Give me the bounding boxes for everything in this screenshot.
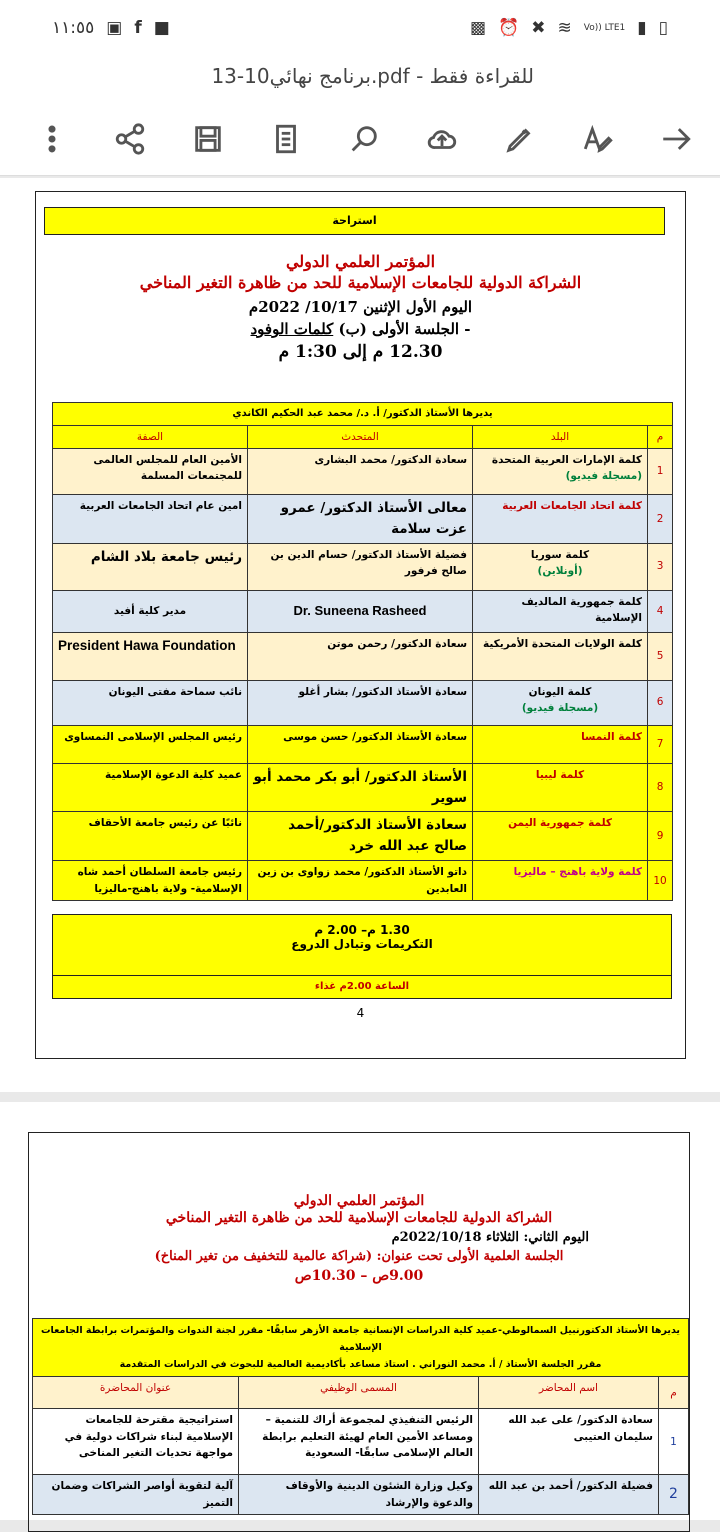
table-row [53, 632, 673, 680]
status-left [52, 18, 170, 38]
row-title: وكيل وزارة الشئون الدينية والأوقاف والدعوة والإرشاد [239, 1475, 479, 1515]
row-title: رئيس المجلس الإسلامى النمساوى [53, 725, 248, 763]
toolbar [0, 102, 720, 176]
session-line: الجلسة العلمية الأولى تحت عنوان: (شراكة عالمية للتخفيف من تغير المناخ) [154, 1249, 564, 1264]
lunch-label: الساعة 2.00م غذاء [53, 975, 671, 998]
rapporteur: مقرر الجلسة الأستاذ / أ. محمد النوراني . استاذ مساعد بأكاديمية العالمية للبحوث في الدراسات المتقدمة [119, 1359, 602, 1371]
moderator-row [33, 1319, 689, 1377]
delegates-table [52, 402, 673, 901]
country-text: كلمة سوريا [530, 548, 590, 561]
time-line: 9.00ص – 10.30ص [294, 1268, 424, 1284]
header-title: المسمى الوظيفي [239, 1377, 479, 1409]
row-country [473, 861, 648, 901]
pdf-page-2 [0, 1102, 720, 1520]
save-button[interactable] [186, 117, 230, 161]
edit-pencil-button[interactable] [498, 117, 542, 161]
session-line [36, 320, 685, 338]
row-speaker: فضيلة الدكتور/ أحمد بن عبد الله [479, 1475, 659, 1515]
more-options-button[interactable] [30, 117, 74, 161]
row-title: عميد كلية الدعوة الإسلامية [53, 763, 248, 812]
row-speaker: فضيلة الأستاذ الدكتور/ حسام الدين بن صالح فرفور [248, 543, 473, 590]
row-topic: آلية لتقوية أواصر الشراكات وضمان التميز [33, 1475, 239, 1515]
table-header [53, 425, 673, 448]
country-text: كلمة ليبيا [535, 768, 585, 781]
row-speaker: داتو الأستاذ الدكتور/ محمد زواوى بن زين العابدين [248, 861, 473, 901]
signal-icon: ▮ [637, 18, 647, 38]
moderator: يديرها الأستاذ الدكتور/ أ. د./ محمد عبد الحكيم الكاندي [53, 403, 673, 426]
row-num: 4 [648, 590, 673, 632]
country-text: كلمة ولاية باهنج – ماليزيا [513, 866, 643, 879]
network-label: Vo)) LTE1 [583, 23, 626, 33]
row-title: امين عام اتحاد الجامعات العربية [53, 494, 248, 543]
save-icon: ▩ [470, 18, 487, 38]
table-row [53, 543, 673, 590]
header-num: م [659, 1377, 689, 1409]
row-num: 5 [648, 632, 673, 680]
row-num: 2 [659, 1475, 689, 1515]
conference-title: المؤتمر العلمي الدولي [293, 1193, 425, 1209]
row-num: 2 [648, 494, 673, 543]
row-speaker: الأستاذ الدكتور/ أبو بكر محمد أبو سوير [248, 763, 473, 812]
lectures-table [32, 1318, 689, 1515]
page-view-button[interactable] [264, 117, 308, 161]
page1-heading [36, 252, 685, 362]
table-row [53, 725, 673, 763]
page-frame [35, 191, 686, 1059]
header-topic: عنوان المحاضرة [33, 1377, 239, 1409]
break-label: التكريمات وتبادل الدروع [291, 937, 433, 951]
moderator-cell [33, 1319, 689, 1377]
row-title: نائب سماحة مفتى اليونان [53, 680, 248, 725]
table-row [33, 1475, 689, 1515]
document-title: برنامج نهائي10-13.pdf - للقراءة فقط [0, 56, 720, 102]
break-time: 1.30 م– 2.00 م [314, 923, 410, 937]
header-num: م [648, 425, 673, 448]
table-row [53, 494, 673, 543]
row-speaker: سعادة الأستاذ الدكتور/أحمد صالح عبد الله خرد [248, 812, 473, 861]
page-number: 4 [356, 1006, 365, 1020]
conference-title: المؤتمر العلمي الدولي [285, 252, 436, 271]
country-note: (مسجلة فيديو) [521, 701, 599, 714]
break-box [52, 914, 672, 999]
row-country [473, 543, 648, 590]
row-num: 3 [648, 543, 673, 590]
table-row [53, 590, 673, 632]
row-speaker: سعادة الأستاذ الدكتور/ بشار أغلو [248, 680, 473, 725]
row-title: رئيس جامعة بلاد الشام [53, 543, 248, 590]
next-arrow-button[interactable] [654, 117, 698, 161]
row-num: 10 [648, 861, 673, 901]
table-header [33, 1377, 689, 1409]
share-button[interactable] [108, 117, 152, 161]
row-speaker: سعادة الدكتور/ محمد البشارى [248, 448, 473, 494]
row-country [473, 725, 648, 763]
header-title: الصفة [53, 425, 248, 448]
row-speaker: معالى الأستاذ الدكتور/ عمرو عزت سلامة [248, 494, 473, 543]
row-title: President Hawa Foundation [53, 632, 248, 680]
alarm-icon: ⏰ [498, 18, 520, 38]
row-speaker: سعادة الأستاذ الدكتور/ حسن موسى [248, 725, 473, 763]
table-row [53, 861, 673, 901]
day-line: اليوم الأول الإثنين 10/17/ 2022م [248, 298, 473, 316]
country-note: (مسجلة فيديو) [565, 470, 643, 483]
row-speaker: سعادة الدكتور/ رحمن موتن [248, 632, 473, 680]
status-right [470, 18, 668, 38]
status-bar [0, 0, 720, 56]
conference-subtitle: الشراكة الدولية للجامعات الإسلامية للحد من ظاهرة التغير المناخي [139, 273, 582, 292]
text-edit-button[interactable] [576, 117, 620, 161]
table-row [33, 1409, 689, 1475]
moderator-row [53, 403, 673, 426]
row-country: كلمة الولايات المتحدة الأمريكية [473, 632, 648, 680]
moderator: يديرها الأستاذ الدكتورنبيل السمالوطي-عميد كلية الدراسات الإنسانية جامعة الأزهر سابقًا- مقرر لجنة الندوات والمؤتمرات برابطة الجامعات الإسلامية [41, 1325, 680, 1354]
row-num: 1 [648, 448, 673, 494]
time-line: 12.30 م إلى 1:30 م [278, 342, 443, 362]
header-speaker: اسم المحاضر [479, 1377, 659, 1409]
pdf-page-1 [0, 178, 720, 1092]
table-row [53, 680, 673, 725]
cloud-upload-button[interactable] [420, 117, 464, 161]
rest-box: استراحة [44, 207, 665, 235]
table-row [53, 448, 673, 494]
row-title: رئيس جامعة السلطان أحمد شاه الإسلامية- ولاية باهنج-ماليزيا [53, 861, 248, 901]
session-prefix: - الجلسة الأولى (ب) [333, 320, 471, 338]
row-title: نائبًا عن رئيس جامعة الأحقاف [53, 812, 248, 861]
search-button[interactable] [342, 117, 386, 161]
country-text: كلمة اليونان [528, 685, 592, 698]
row-country [473, 763, 648, 812]
page2-heading [29, 1193, 689, 1284]
row-country: كلمة جمهورية المالديف الإسلامية [473, 590, 648, 632]
row-title: الرئيس التنفيذي لمجموعة أراك للتنمية – ومساعد الأمين العام لهيئة التعليم برابطة العالم الإسلامى سابقًا- السعودية [239, 1409, 479, 1475]
row-topic: استراتيجية مقترحة للجامعات الإسلامية لبناء شراكات دولية في مواجهة تحديات التغير المناخى [33, 1409, 239, 1475]
row-title: الأمين العام للمجلس العالمى للمجتمعات المسلمة [53, 448, 248, 494]
conference-subtitle: الشراكة الدولية للجامعات الإسلامية للحد من ظاهرة التغير المناخي [165, 1210, 553, 1226]
header-speaker: المتحدث [248, 425, 473, 448]
folder-icon: ■ [153, 18, 170, 38]
row-speaker: Dr. Suneena Rasheed [248, 590, 473, 632]
row-country [473, 812, 648, 861]
header-country: البلد [473, 425, 648, 448]
page-frame [28, 1132, 690, 1532]
row-num: 7 [648, 725, 673, 763]
country-text: كلمة اتحاد الجامعات العربية [502, 499, 643, 512]
row-country [473, 494, 648, 543]
table-row [53, 763, 673, 812]
session-underlined: كلمات الوفود [250, 320, 334, 338]
row-title: مدير كلية أفيد [53, 590, 248, 632]
mute-icon: ✖ [531, 18, 546, 38]
row-num: 8 [648, 763, 673, 812]
row-num: 6 [648, 680, 673, 725]
table-row [53, 812, 673, 861]
wifi-icon: ≋ [557, 18, 572, 38]
row-country [473, 680, 648, 725]
country-text: كلمة النمسا [581, 730, 643, 743]
clock: ١١:٥٥ [52, 18, 95, 38]
battery-icon: ▯ [658, 18, 668, 38]
row-num: 9 [648, 812, 673, 861]
image-icon: ▣ [106, 18, 123, 38]
row-country [473, 448, 648, 494]
country-text: كلمة الإمارات العربية المتحدة [491, 453, 643, 466]
country-text: كلمة جمهورية اليمن [508, 817, 612, 830]
country-note: (أونلاين) [537, 564, 583, 577]
facebook-icon: f [134, 18, 142, 38]
day-line: اليوم الثاني: الثلاثاء 2022/10/18م [391, 1230, 589, 1245]
row-speaker: سعادة الدكتور/ على عبد الله سليمان العتيبى [479, 1409, 659, 1475]
row-num: 1 [659, 1409, 689, 1475]
